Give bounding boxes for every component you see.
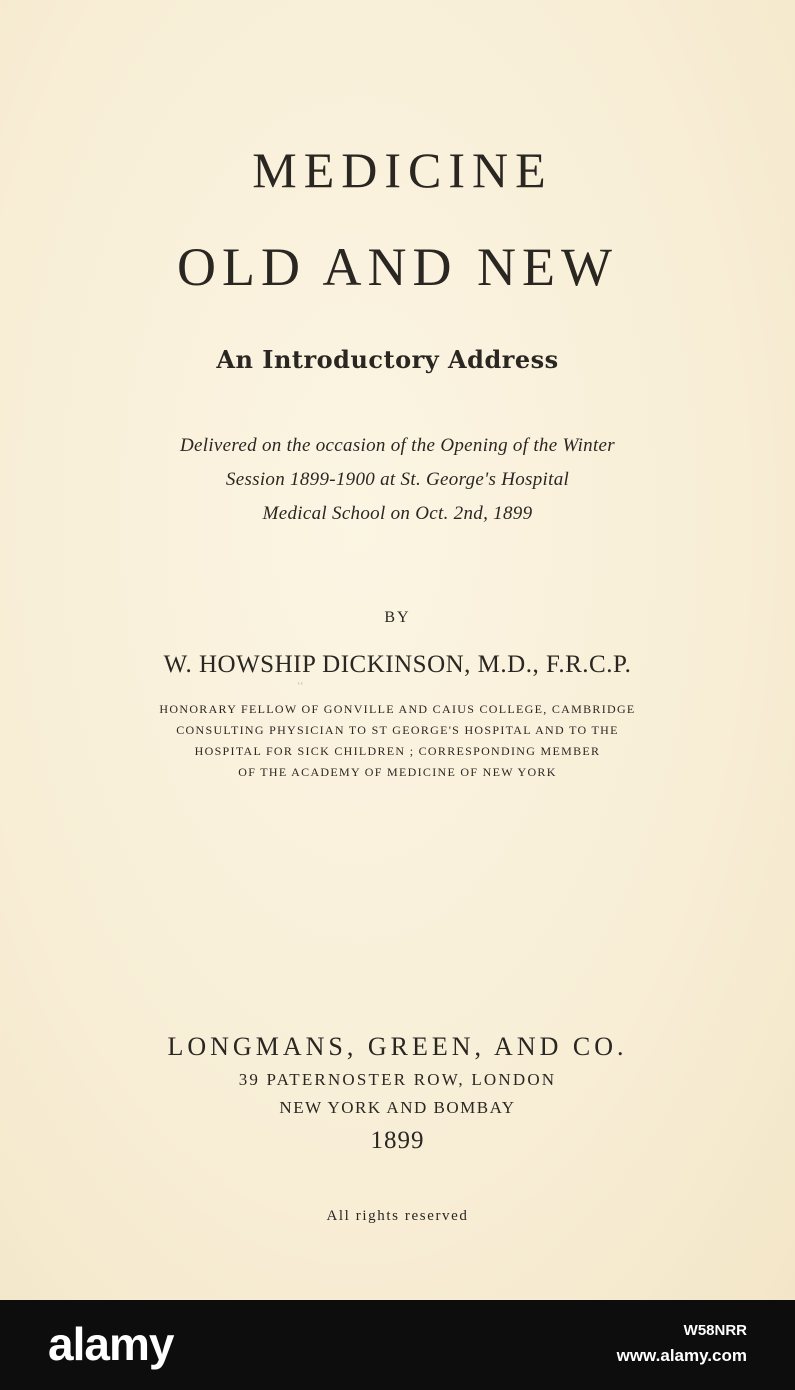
publisher-address: 39 PATERNOSTER ROW, LONDON <box>238 1070 557 1089</box>
book-title-line-1: MEDICINE <box>252 142 553 198</box>
image-id-label: W58NRR <box>683 1322 747 1339</box>
author-credential-line: HONORARY FELLOW OF GONVILLE AND CAIUS COLLEGE, CAMBRIDGE <box>159 702 636 716</box>
publisher-cities: NEW YORK AND BOMBAY <box>279 1098 516 1117</box>
alamy-logo: alamy <box>48 1318 174 1370</box>
book-title-line-2: OLD AND NEW <box>177 237 618 297</box>
author-credential-line: CONSULTING PHYSICIAN TO ST GEORGE'S HOSPITAL AND TO THE <box>176 723 619 737</box>
delivery-note-line-1: Delivered on the occasion of the Opening of the Winter <box>180 435 615 456</box>
author-credential-line: OF THE ACADEMY OF MEDICINE OF NEW YORK <box>238 765 557 779</box>
publication-year: 1899 <box>370 1127 425 1154</box>
author-name: W. HOWSHIP DICKINSON, M.D., F.R.C.P. <box>163 651 632 678</box>
publisher-name: LONGMANS, GREEN, AND CO. <box>167 1032 628 1061</box>
site-url: www.alamy.com <box>616 1346 747 1365</box>
book-subtitle: An Introductory Address <box>216 345 559 374</box>
delivery-note-line-3: Medical School on Oct. 2nd, 1899 <box>262 503 533 524</box>
by-label: BY <box>384 609 411 626</box>
watermark-footer <box>0 1300 795 1390</box>
ink-mark-icon: ‘‘ <box>297 680 304 692</box>
delivery-note-line-2: Session 1899-1900 at St. George's Hospital <box>225 469 570 490</box>
rights-notice: All rights reserved <box>326 1208 469 1224</box>
author-credential-line: HOSPITAL FOR SICK CHILDREN ; CORRESPONDING MEMBER <box>194 744 601 758</box>
